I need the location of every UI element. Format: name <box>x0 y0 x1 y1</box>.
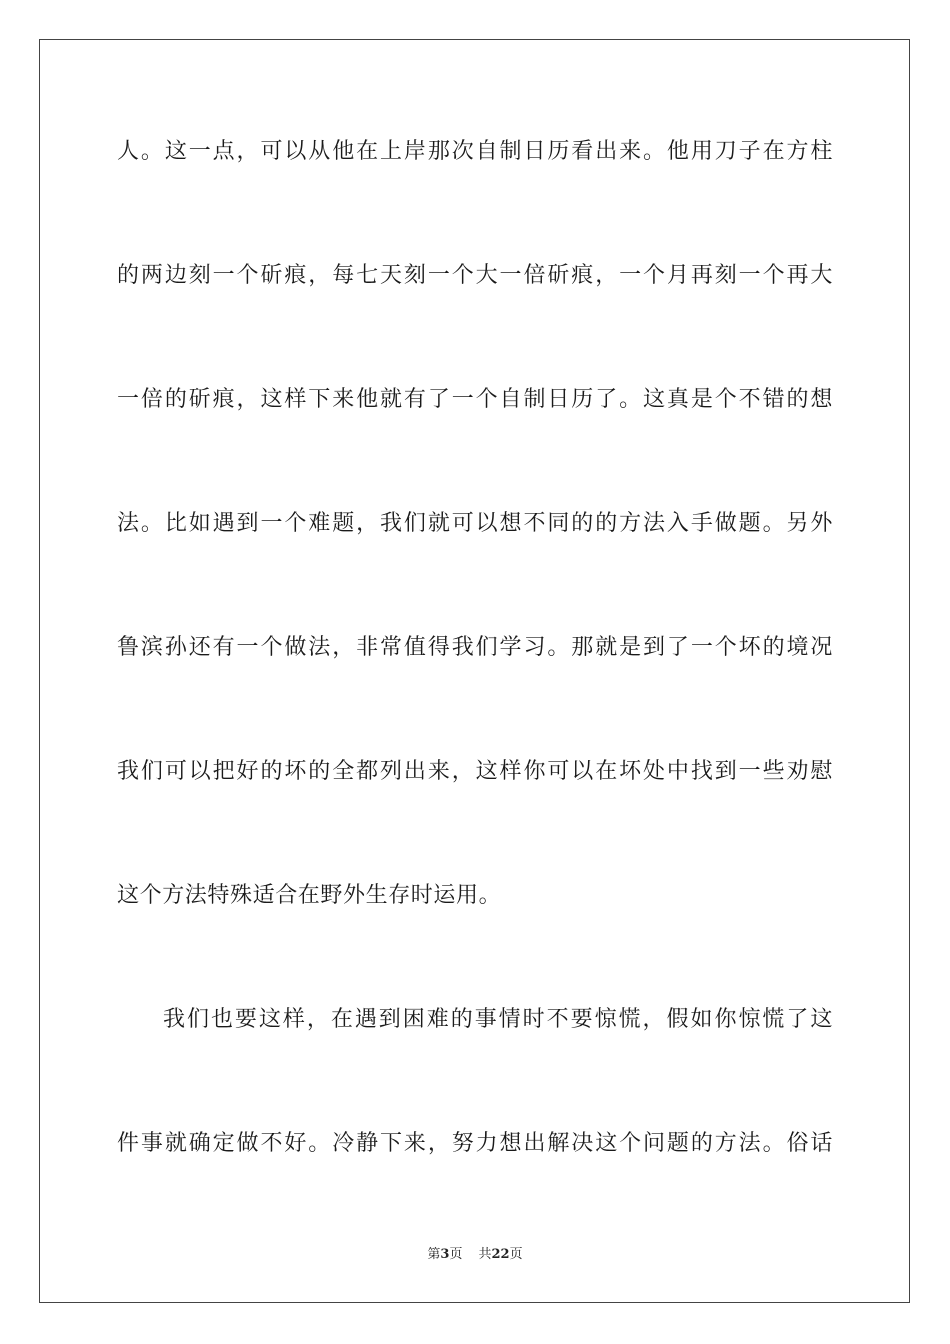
paragraph-line: 件事就确定做不好。冷静下来，努力想出解决这个问题的方法。俗话 <box>117 1131 833 1156</box>
paragraph-line: 鲁滨孙还有一个做法，非常值得我们学习。那就是到了一个坏的境况 <box>117 635 833 660</box>
paragraph-line: 这个方法特殊适合在野外生存时运用。 <box>117 883 502 908</box>
page-suffix: 页 <box>449 1247 463 1262</box>
total-suffix: 页 <box>509 1247 523 1262</box>
page-border <box>39 39 910 1303</box>
paragraph-line: 我们可以把好的坏的全都列出来，这样你可以在坏处中找到一些劝慰 <box>117 759 833 784</box>
page-number: 3 <box>440 1247 450 1262</box>
paragraph-line: 人。这一点，可以从他在上岸那次自制日历看出来。他用刀子在方柱 <box>117 139 833 164</box>
total-prefix: 共 <box>478 1247 492 1262</box>
total-pages: 22 <box>491 1247 510 1262</box>
paragraph-line: 的两边刻一个斫痕，每七天刻一个大一倍斫痕，一个月再刻一个再大 <box>117 263 833 288</box>
page-prefix: 第 <box>427 1247 441 1262</box>
paragraph-line: 一倍的斫痕，这样下来他就有了一个自制日历了。这真是个不错的想 <box>117 387 833 412</box>
paragraph-line-indented: 我们也要这样，在遇到困难的事情时不要惊慌，假如你惊慌了这 <box>163 1007 833 1032</box>
paragraph-line: 法。比如遇到一个难题，我们就可以想不同的的方法入手做题。另外 <box>117 511 833 536</box>
page-footer <box>0 1246 950 1264</box>
